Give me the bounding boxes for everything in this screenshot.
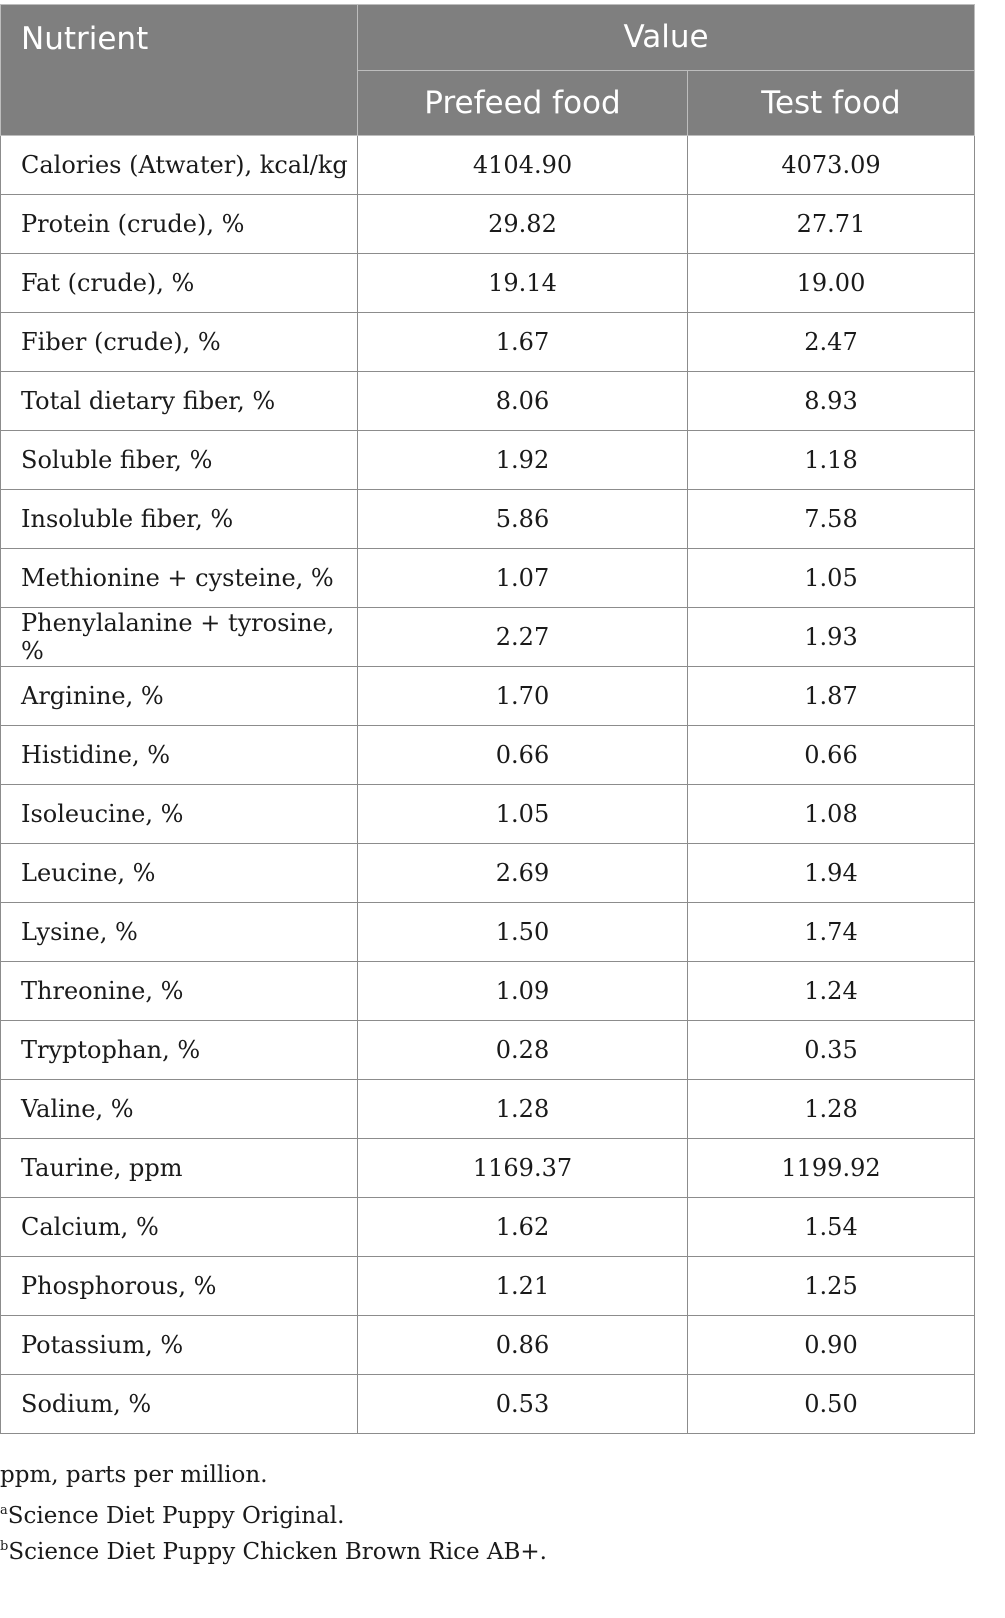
- prefeed-value-cell: 19.14: [358, 254, 688, 313]
- test-value-cell: 1.94: [688, 844, 975, 903]
- nutrient-name-cell: Phosphorous, %: [1, 1257, 358, 1316]
- test-value-cell: 1.05: [688, 549, 975, 608]
- table-row: [1, 372, 975, 431]
- nutrient-name-cell: Phenylalanine + tyrosine, %: [1, 608, 358, 667]
- footnote-abbreviation: ppm, parts per million.: [0, 1462, 268, 1488]
- nutrient-name-cell: Histidine, %: [1, 726, 358, 785]
- nutrient-name-cell: Arginine, %: [1, 667, 358, 726]
- test-value-cell: 0.90: [688, 1316, 975, 1375]
- prefeed-value-cell: 1.70: [358, 667, 688, 726]
- nutrient-name-cell: Sodium, %: [1, 1375, 358, 1434]
- test-value-cell: 1.54: [688, 1198, 975, 1257]
- nutrient-name-cell: Taurine, ppm: [1, 1139, 358, 1198]
- header-test-food: Test food: [688, 70, 975, 136]
- test-value-cell: 0.50: [688, 1375, 975, 1434]
- test-value-cell: 2.47: [688, 313, 975, 372]
- nutrient-name-cell: Protein (crude), %: [1, 195, 358, 254]
- table-row: [1, 962, 975, 1021]
- test-value-cell: 1.28: [688, 1080, 975, 1139]
- nutrient-name-cell: Valine, %: [1, 1080, 358, 1139]
- prefeed-value-cell: 29.82: [358, 195, 688, 254]
- footnote-a-marker: a: [0, 1503, 8, 1518]
- table-row: [1, 1021, 975, 1080]
- nutrient-name-cell: Insoluble fiber, %: [1, 490, 358, 549]
- nutrient-name-cell: Tryptophan, %: [1, 1021, 358, 1080]
- test-value-cell: 0.66: [688, 726, 975, 785]
- prefeed-value-cell: 1.92: [358, 431, 688, 490]
- table-row: [1, 549, 975, 608]
- table-row: [1, 1375, 975, 1434]
- table-row: [1, 844, 975, 903]
- nutrient-name-cell: Fat (crude), %: [1, 254, 358, 313]
- nutrient-name-cell: Lysine, %: [1, 903, 358, 962]
- table-row: [1, 903, 975, 962]
- test-value-cell: 1.25: [688, 1257, 975, 1316]
- nutrient-name-cell: Methionine + cysteine, %: [1, 549, 358, 608]
- nutrient-name-cell: Isoleucine, %: [1, 785, 358, 844]
- table-row: [1, 1139, 975, 1198]
- header-prefeed-food: Prefeed food: [358, 70, 688, 136]
- nutrient-name-cell: Calcium, %: [1, 1198, 358, 1257]
- prefeed-value-cell: 0.66: [358, 726, 688, 785]
- prefeed-value-cell: 1.05: [358, 785, 688, 844]
- table-row: [1, 608, 975, 667]
- prefeed-value-cell: 5.86: [358, 490, 688, 549]
- footnote-b-text: Science Diet Puppy Chicken Brown Rice AB+.: [8, 1539, 547, 1565]
- nutrient-table-container: [0, 4, 974, 1434]
- prefeed-value-cell: 1.67: [358, 313, 688, 372]
- prefeed-value-cell: 1.09: [358, 962, 688, 1021]
- nutrient-name-cell: Total dietary fiber, %: [1, 372, 358, 431]
- footnote-a: [0, 1493, 547, 1529]
- prefeed-value-cell: 1.28: [358, 1080, 688, 1139]
- prefeed-value-cell: 4104.90: [358, 136, 688, 195]
- test-value-cell: 1.08: [688, 785, 975, 844]
- test-value-cell: 1.93: [688, 608, 975, 667]
- table-row: [1, 490, 975, 549]
- nutrient-name-cell: Calories (Atwater), kcal/kg: [1, 136, 358, 195]
- table-row: [1, 667, 975, 726]
- table-row: [1, 136, 975, 195]
- table-row: [1, 195, 975, 254]
- nutrient-name-cell: Threonine, %: [1, 962, 358, 1021]
- nutrient-name-cell: Fiber (crude), %: [1, 313, 358, 372]
- footnotes: [0, 1457, 547, 1565]
- nutrient-name-cell: Soluble fiber, %: [1, 431, 358, 490]
- prefeed-value-cell: 1169.37: [358, 1139, 688, 1198]
- test-value-cell: 0.35: [688, 1021, 975, 1080]
- prefeed-value-cell: 0.86: [358, 1316, 688, 1375]
- test-value-cell: 7.58: [688, 490, 975, 549]
- test-value-cell: 4073.09: [688, 136, 975, 195]
- test-value-cell: 1199.92: [688, 1139, 975, 1198]
- table-row: [1, 1316, 975, 1375]
- table-row: [1, 726, 975, 785]
- table-row: [1, 431, 975, 490]
- footnote-b: [0, 1529, 547, 1565]
- table-row: [1, 1198, 975, 1257]
- nutrient-table: [0, 4, 975, 1434]
- table-row: [1, 313, 975, 372]
- nutrient-name-cell: Leucine, %: [1, 844, 358, 903]
- prefeed-value-cell: 0.53: [358, 1375, 688, 1434]
- table-row: [1, 1257, 975, 1316]
- footnote-b-marker: b: [0, 1539, 9, 1554]
- prefeed-value-cell: 2.27: [358, 608, 688, 667]
- test-value-cell: 27.71: [688, 195, 975, 254]
- test-value-cell: 1.74: [688, 903, 975, 962]
- test-value-cell: 1.87: [688, 667, 975, 726]
- header-nutrient: Nutrient: [1, 5, 358, 136]
- header-value: Value: [358, 5, 975, 71]
- prefeed-value-cell: 1.21: [358, 1257, 688, 1316]
- footnote-a-text: Science Diet Puppy Original.: [7, 1503, 345, 1529]
- prefeed-value-cell: 1.62: [358, 1198, 688, 1257]
- table-row: [1, 1080, 975, 1139]
- test-value-cell: 19.00: [688, 254, 975, 313]
- table-body: [1, 136, 975, 1434]
- test-value-cell: 1.24: [688, 962, 975, 1021]
- table-row: [1, 785, 975, 844]
- nutrient-name-cell: Potassium, %: [1, 1316, 358, 1375]
- prefeed-value-cell: 1.07: [358, 549, 688, 608]
- test-value-cell: 8.93: [688, 372, 975, 431]
- prefeed-value-cell: 2.69: [358, 844, 688, 903]
- prefeed-value-cell: 0.28: [358, 1021, 688, 1080]
- test-value-cell: 1.18: [688, 431, 975, 490]
- prefeed-value-cell: 1.50: [358, 903, 688, 962]
- prefeed-value-cell: 8.06: [358, 372, 688, 431]
- table-row: [1, 254, 975, 313]
